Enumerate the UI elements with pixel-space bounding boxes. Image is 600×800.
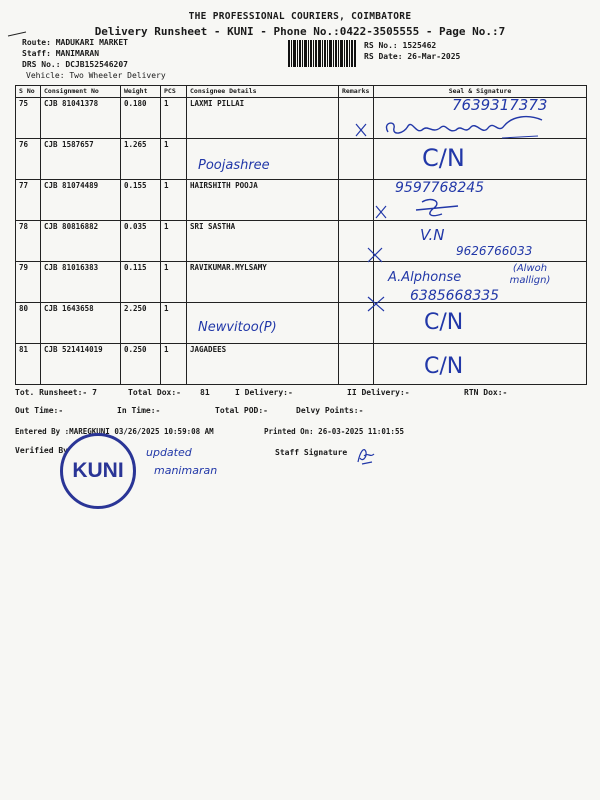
row-consignment: CJB 521414019 — [41, 344, 121, 385]
total-dox-value: 81 — [200, 388, 210, 397]
row-pcs: 1 — [161, 262, 187, 303]
tot-runsheet: Tot. Runsheet:- 7 — [15, 388, 97, 397]
handwritten-cn: C/N — [424, 310, 464, 335]
row-consignment: CJB 1643658 — [41, 303, 121, 344]
row-pcs: 1 — [161, 221, 187, 262]
handwritten-cn: C/N — [424, 354, 464, 379]
entered-by: Entered By :MAREGKUNI 03/26/2025 10:59:08 AM — [15, 427, 214, 436]
table-row — [16, 180, 587, 221]
row-seal — [374, 344, 587, 385]
ii-delivery: II Delivery:- — [347, 388, 410, 397]
row-consignee: RAVIKUMAR.MYLSAMY — [187, 262, 339, 303]
handwritten-updated: updated — [146, 446, 192, 459]
row-sno: 81 — [16, 344, 41, 385]
table-row — [16, 344, 587, 385]
col-sno: S No — [16, 86, 41, 98]
handwritten-phone: 6385668335 — [410, 288, 500, 304]
row-weight: 2.250 — [121, 303, 161, 344]
row-sno: 79 — [16, 262, 41, 303]
row-consignment: CJB 81074489 — [41, 180, 121, 221]
drs-number: DRS No.: DCJB152546207 — [22, 60, 128, 69]
row-consignment: CJB 81016383 — [41, 262, 121, 303]
row-consignee: JAGADEES — [187, 344, 339, 385]
handwritten-phone: 9597768245 — [395, 180, 485, 196]
delvy-points: Delvy Points:- — [296, 406, 364, 415]
total-pod: Total POD:- — [215, 406, 268, 415]
rs-number: RS No.: 1525462 — [364, 41, 437, 50]
pen-mark-icon — [6, 30, 28, 38]
col-consignee: Consignee Details — [187, 86, 339, 98]
row-consignment: CJB 1587657 — [41, 139, 121, 180]
row-consignee: SRI SASTHA — [187, 221, 339, 262]
out-time: Out Time:- — [15, 406, 64, 415]
in-time: In Time:- — [117, 406, 161, 415]
rtn-dox: RTN Dox:- — [464, 388, 508, 397]
table-row — [16, 139, 587, 180]
rs-date: RS Date: 26-Mar-2025 — [364, 52, 461, 61]
row-remarks — [339, 180, 374, 221]
col-seal: Seal & Signature — [374, 86, 587, 98]
row-pcs: 1 — [161, 98, 187, 139]
runsheet-title: Delivery Runsheet - KUNI - Phone No.:0422-3505555 - Page No.:7 — [94, 25, 506, 38]
i-delivery: I Delivery:- — [235, 388, 293, 397]
handwritten-cn: C/N — [422, 144, 465, 172]
handwritten-phone: 7639317373 — [452, 96, 548, 114]
row-sno: 80 — [16, 303, 41, 344]
row-sno: 77 — [16, 180, 41, 221]
kuni-stamp: KUNI — [60, 433, 136, 509]
barcode-icon — [288, 40, 356, 67]
verified-by: Verified By — [15, 446, 68, 455]
handwritten-name: V.N — [420, 226, 445, 244]
row-weight: 0.115 — [121, 262, 161, 303]
company-name: THE PROFESSIONAL COURIERS, COIMBATORE — [188, 11, 412, 22]
handwritten-staff-name: manimaran — [154, 464, 218, 477]
staff-label: Staff: MANIMARAN — [22, 49, 100, 58]
handwritten-name: A.Alphonse — [388, 270, 462, 285]
row-weight: 0.250 — [121, 344, 161, 385]
row-seal — [374, 303, 587, 344]
handwritten-name: Newvitoo(P) — [198, 320, 277, 335]
route-label: Route: MADUKARI MARKET — [22, 38, 128, 47]
handwritten-name: Poojashree — [198, 158, 270, 173]
row-sno: 76 — [16, 139, 41, 180]
row-weight: 1.265 — [121, 139, 161, 180]
row-weight: 0.035 — [121, 221, 161, 262]
row-sno: 78 — [16, 221, 41, 262]
row-sno: 75 — [16, 98, 41, 139]
row-consignee: LAXMI PILLAI — [187, 98, 339, 139]
printed-on: Printed On: 26-03-2025 11:01:55 — [264, 427, 404, 436]
handwritten-signature-icon — [372, 196, 472, 222]
tick-mark-icon — [366, 244, 384, 264]
row-pcs: 1 — [161, 180, 187, 221]
row-seal — [374, 139, 587, 180]
col-consignment: Consignment No — [41, 86, 121, 98]
row-remarks — [339, 139, 374, 180]
row-consignment: CJB 80816882 — [41, 221, 121, 262]
col-pcs: PCS — [161, 86, 187, 98]
handwritten-phone: 9626766033 — [456, 244, 533, 258]
row-pcs: 1 — [161, 139, 187, 180]
row-remarks — [339, 344, 374, 385]
row-pcs: 1 — [161, 303, 187, 344]
row-consignment: CJB 81041378 — [41, 98, 121, 139]
staff-signature-label: Staff Signature — [275, 448, 348, 457]
handwritten-signature-icon — [352, 112, 552, 144]
tick-mark-icon — [366, 294, 386, 314]
handwritten-note: (Alwoh mallign) — [509, 263, 551, 286]
col-remarks: Remarks — [339, 86, 374, 98]
staff-signature-icon — [354, 444, 376, 466]
vehicle-label: Vehicle: Two Wheeler Delivery — [26, 71, 166, 80]
row-pcs: 1 — [161, 344, 187, 385]
row-consignee: HAIRSHITH POOJA — [187, 180, 339, 221]
table-row — [16, 303, 587, 344]
total-dox-label: Total Dox:- — [128, 388, 181, 397]
row-weight: 0.155 — [121, 180, 161, 221]
row-weight: 0.180 — [121, 98, 161, 139]
col-weight: Weight — [121, 86, 161, 98]
